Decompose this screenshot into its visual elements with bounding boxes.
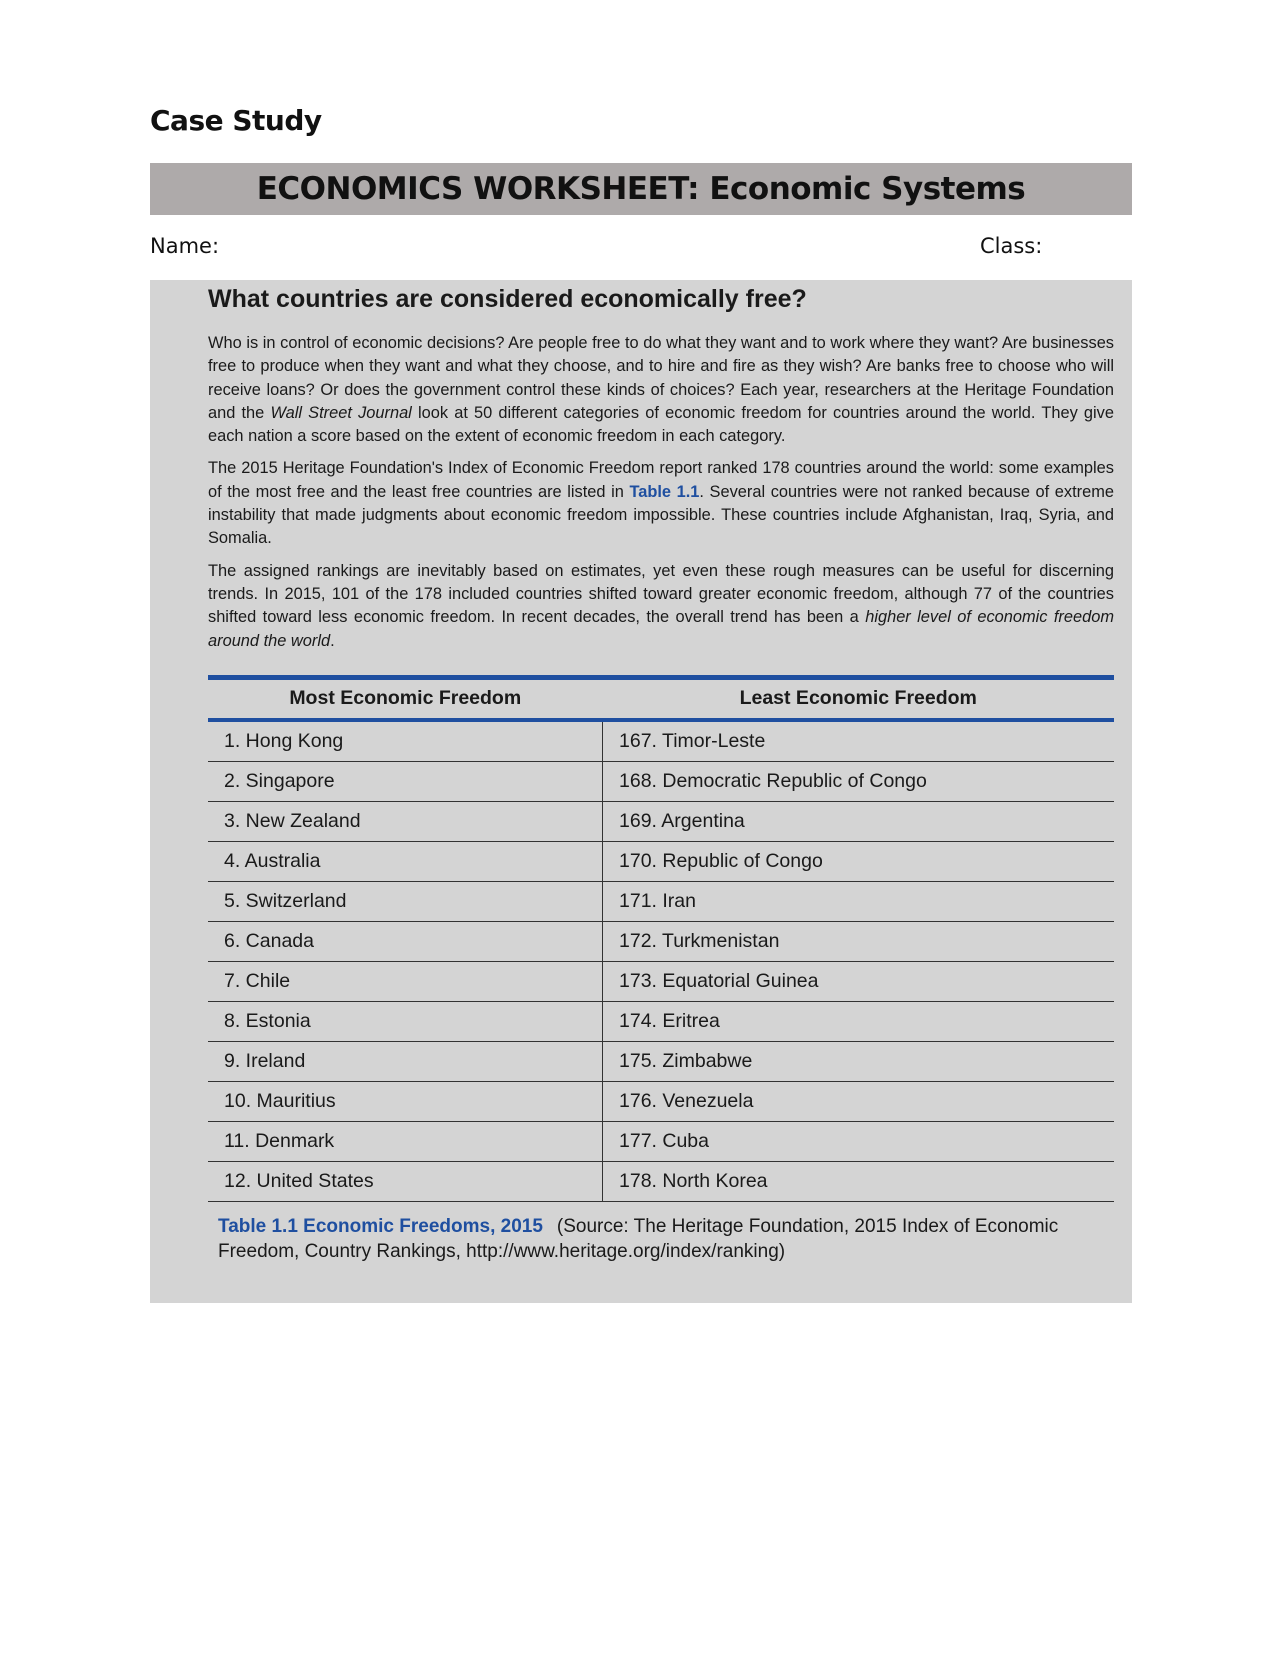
paragraph-3-italic: higher level of economic freedom around the world [208,608,1115,650]
most-free-cell: 3. New Zealand [208,801,603,841]
paragraph-2 [208,457,1114,550]
wsj-italic: Wall Street Journal [270,403,412,422]
least-free-cell: 174. Eritrea [603,1001,1115,1041]
most-free-cell: 9. Ireland [208,1041,603,1081]
article-content [208,282,1114,1264]
table-caption [208,1214,1114,1264]
table-row [208,1041,1114,1081]
table-row [208,881,1114,921]
economic-freedom-table [208,675,1114,1202]
most-free-cell: 5. Switzerland [208,881,603,921]
paragraph-2-text: The 2015 Heritage Foundation's Index of Economic Freedom report ranked 178 countries around the world: some examples of the most free and the least free countries are listed in [208,459,1114,501]
least-free-cell: 171. Iran [603,881,1115,921]
most-free-cell: 8. Estonia [208,1001,603,1041]
least-free-cell: 168. Democratic Republic of Congo [603,761,1115,801]
table-row [208,921,1114,961]
most-free-cell: 1. Hong Kong [208,720,603,762]
table-row [208,720,1114,762]
paragraph-2-end: . Several countries were not ranked because of extreme instability that made judgments about economic freedom impossible. These countries include Afghanistan, Iraq, Syria, and Somalia. [208,482,1115,548]
most-free-cell: 6. Canada [208,921,603,961]
paragraph-3 [208,560,1114,653]
paragraph-1-text: Who is in control of economic decisions? Are people free to do what they want and to work where they want? Are businesses free to produce when they want and what they choose, and to hire and fire as they wish? Are banks free to choose who will receive loans? Or does the government control these kinds of choices? Each year, researchers at the Heritage Foundation and the [208,334,1114,422]
paragraph-3-end: . [330,631,335,650]
table-row [208,1121,1114,1161]
table-header-row [208,677,1114,720]
caption-title: Table 1.1 Economic Freedoms, 2015 [218,1215,543,1237]
table-row [208,841,1114,881]
caption-source: (Source: The Heritage Foundation, 2015 Index of Economic Freedom, Country Rankings, http://www.heritage.org/index/ranking) [218,1215,1059,1262]
class-label: Class: [980,234,1043,258]
table-row [208,801,1114,841]
paragraph-1-end: look at 50 different categories of economic freedom for countries around the world. They give each nation a score based on the extent of economic freedom in each category. [208,403,1114,446]
worksheet-title: ECONOMICS WORKSHEET: Economic Systems [150,163,1132,215]
least-free-cell: 176. Venezuela [603,1081,1115,1121]
least-free-cell: 172. Turkmenistan [603,921,1115,961]
table-row [208,1001,1114,1041]
table-row [208,1161,1114,1201]
least-free-cell: 167. Timor-Leste [603,720,1115,762]
table-reference-link[interactable]: Table 1.1 [629,482,700,501]
most-free-cell: 10. Mauritius [208,1081,603,1121]
least-free-cell: 178. North Korea [603,1161,1115,1201]
table-body [208,720,1114,1202]
most-free-cell: 12. United States [208,1161,603,1201]
most-free-cell: 4. Australia [208,841,603,881]
table-row [208,761,1114,801]
column-header-most: Most Economic Freedom [208,677,603,720]
case-study-label: Case Study [150,104,322,137]
paragraph-3-text: The assigned rankings are inevitably based on estimates, yet even these rough measures can be useful for discerning trends. In 2015, 101 of the 178 included countries shifted toward greater economic freedom, although 77 of the countries shifted toward less economic freedom. In recent decades, the overall trend has been a [208,561,1114,627]
least-free-cell: 169. Argentina [603,801,1115,841]
paragraph-1 [208,332,1114,448]
most-free-cell: 7. Chile [208,961,603,1001]
least-free-cell: 175. Zimbabwe [603,1041,1115,1081]
table-row [208,961,1114,1001]
article-heading: What countries are considered economically free? [208,285,807,313]
least-free-cell: 170. Republic of Congo [603,841,1115,881]
most-free-cell: 11. Denmark [208,1121,603,1161]
least-free-cell: 173. Equatorial Guinea [603,961,1115,1001]
column-header-least: Least Economic Freedom [603,677,1115,720]
table-row [208,1081,1114,1121]
most-free-cell: 2. Singapore [208,761,603,801]
least-free-cell: 177. Cuba [603,1121,1115,1161]
name-label: Name: [150,234,220,258]
